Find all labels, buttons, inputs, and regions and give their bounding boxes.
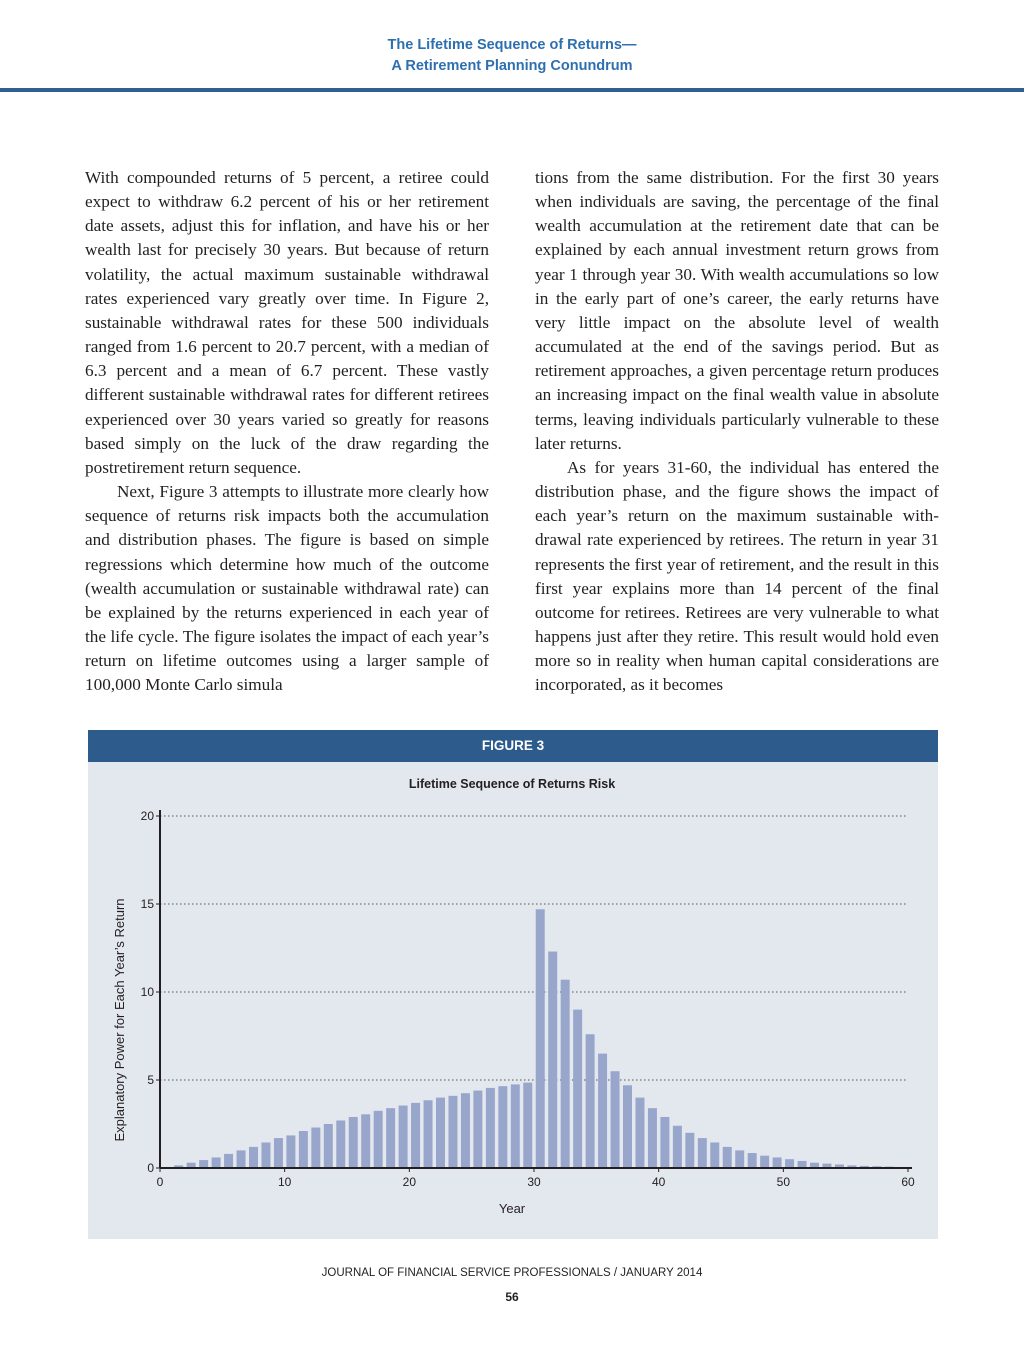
bar-year-39 (635, 1098, 644, 1168)
y-tick-label: 0 (147, 1161, 154, 1175)
bar-year-18 (374, 1111, 383, 1168)
bar-year-42 (673, 1126, 682, 1168)
bar-year-25 (461, 1093, 470, 1168)
x-tick-label: 0 (156, 1175, 164, 1189)
bar-year-46 (723, 1147, 732, 1168)
page-number: 56 (505, 1290, 519, 1304)
y-tick-label: 5 (147, 1073, 154, 1087)
running-head (0, 35, 1024, 77)
bar-year-33 (561, 980, 570, 1168)
y-axis-label: Explanatory Power for Each Year’s Return (112, 898, 127, 1142)
bar-year-51 (785, 1159, 794, 1168)
journal-footer: JOURNAL OF FINANCIAL SERVICE PROFESSIONALS / JANUARY 2014 (321, 1267, 703, 1279)
bar-year-47 (735, 1150, 744, 1168)
bar-year-35 (586, 1034, 595, 1168)
bar-year-34 (573, 1010, 582, 1168)
bar-year-17 (361, 1114, 370, 1168)
bar-year-12 (299, 1131, 308, 1168)
running-head-line-1: The Lifetime Sequence of Returns— (387, 37, 637, 53)
x-tick-label: 10 (277, 1175, 292, 1189)
bar-year-31 (536, 909, 545, 1168)
bar-year-37 (611, 1071, 620, 1168)
bar-year-36 (598, 1054, 607, 1168)
bar-year-23 (436, 1098, 445, 1168)
bar-year-16 (349, 1117, 358, 1168)
bar-year-24 (448, 1096, 457, 1168)
bar-year-20 (399, 1106, 408, 1168)
bar-year-50 (773, 1157, 782, 1168)
header-rule (0, 88, 1024, 92)
bar-year-19 (386, 1108, 395, 1168)
y-tick-label: 15 (140, 897, 154, 911)
bar-year-26 (473, 1091, 482, 1168)
bar-year-44 (698, 1138, 707, 1168)
figure-3 (88, 730, 938, 1239)
bar-year-52 (798, 1161, 807, 1168)
paragraph: With compounded returns of 5 percent, a retiree could expect to withdraw 6.2 percent of his or her retirement date assets, adjust this for inflation, and have his or her wealth last for precisely 30 years. But because of return volatility, the actual maximum sustainable withdrawal rates experienced vary greatly over time. In Figure 2, sustainable withdrawal rates for these 500 individuals ranged from 1.6 percent to 20.7 percent, with a median of 6.3 percent and a mean of 6.7 percent. These vastly different sustainable withdrawal rates for different retirees experienced over 30 years varied so greatly for reasons based simply on the luck of the draw regarding the postretirement return sequence. (85, 168, 489, 477)
bar-year-38 (623, 1085, 632, 1168)
right-column (535, 166, 939, 697)
bar-year-4 (199, 1160, 208, 1168)
paragraph: tions from the same distribution. For the first 30 years when individuals are saving, the percentage of the final wealth accumulation at the retirement date that can be explained by each annual investment return grows from year 1 through year 30. With wealth accumulations so low in the early part of one’s career, the early returns have very little impact on the absolute level of wealth accumulated at the end of the savings period. But as retirement approaches, a given percentage return produces an increasing impact on the final wealth value in absolute terms, leaving individuals particularly vulnerable to these later returns. (535, 168, 939, 453)
bar-year-41 (660, 1117, 669, 1168)
x-tick-label: 30 (527, 1175, 541, 1189)
axes (156, 810, 912, 1172)
paragraph: As for years 31-60, the individual has entered the distribution phase, and the figure shows the impact of each year’s return on the maximum sustainable withdrawal rate experienced by retirees. The return in year 31 represents the first year of retirement, and the result in this first year explains more than 14 percent of the final outcome for retirees. Retirees are very vulnerable to what happens just after they retire. This result would hold even more so in reality when human capital considerations are incorporated, as it becomes (535, 457, 939, 695)
bar-year-10 (274, 1138, 283, 1168)
chart-title: Lifetime Sequence of Returns Risk (408, 777, 616, 791)
bar-year-11 (286, 1135, 295, 1168)
running-head-line-2: A Retirement Planning Conundrum (391, 58, 633, 74)
bar-chart (88, 762, 938, 1239)
bar-year-30 (523, 1083, 532, 1168)
bar-year-6 (224, 1154, 233, 1168)
x-tick-label: 60 (901, 1175, 915, 1189)
left-column (85, 166, 489, 697)
x-tick-label: 40 (651, 1175, 666, 1189)
bar-year-45 (710, 1142, 719, 1168)
bar-year-32 (548, 952, 557, 1168)
bar-year-8 (249, 1147, 258, 1168)
paragraph: Next, Figure 3 attempts to illustrate more clearly how sequence of returns risk impacts both the accumulation and distribution phases. The figure is based on simple regressions which determine how much of the outcome (wealth accumulation or sustainable withdrawal rate) can be explained by the returns experienced in each year of the life cycle. The figure isolates the impact of each year’s return on lifetime outcomes using a larger sample of 100,000 Monte Carlo simula (85, 482, 489, 695)
bar-year-29 (511, 1084, 520, 1168)
bar-year-14 (324, 1124, 333, 1168)
bar-year-9 (261, 1142, 270, 1168)
bar-year-40 (648, 1108, 657, 1168)
bar-year-22 (424, 1100, 433, 1168)
bar-year-49 (760, 1156, 769, 1168)
bar-year-28 (498, 1086, 507, 1168)
bar-year-21 (411, 1103, 420, 1168)
bars (162, 909, 907, 1168)
bar-year-48 (748, 1153, 757, 1168)
x-tick-label: 50 (776, 1175, 791, 1189)
y-tick-label: 10 (140, 985, 154, 999)
bar-year-13 (311, 1128, 320, 1168)
bar-year-7 (237, 1150, 246, 1168)
x-tick-label: 20 (402, 1175, 417, 1189)
gridlines (160, 816, 908, 1080)
x-axis-label: Year (498, 1201, 526, 1216)
bar-year-43 (685, 1133, 694, 1168)
bar-year-5 (212, 1157, 221, 1168)
figure-label: FIGURE 3 (88, 730, 938, 762)
y-tick-label: 20 (140, 809, 154, 823)
bar-year-15 (336, 1120, 345, 1168)
bar-year-27 (486, 1088, 495, 1168)
